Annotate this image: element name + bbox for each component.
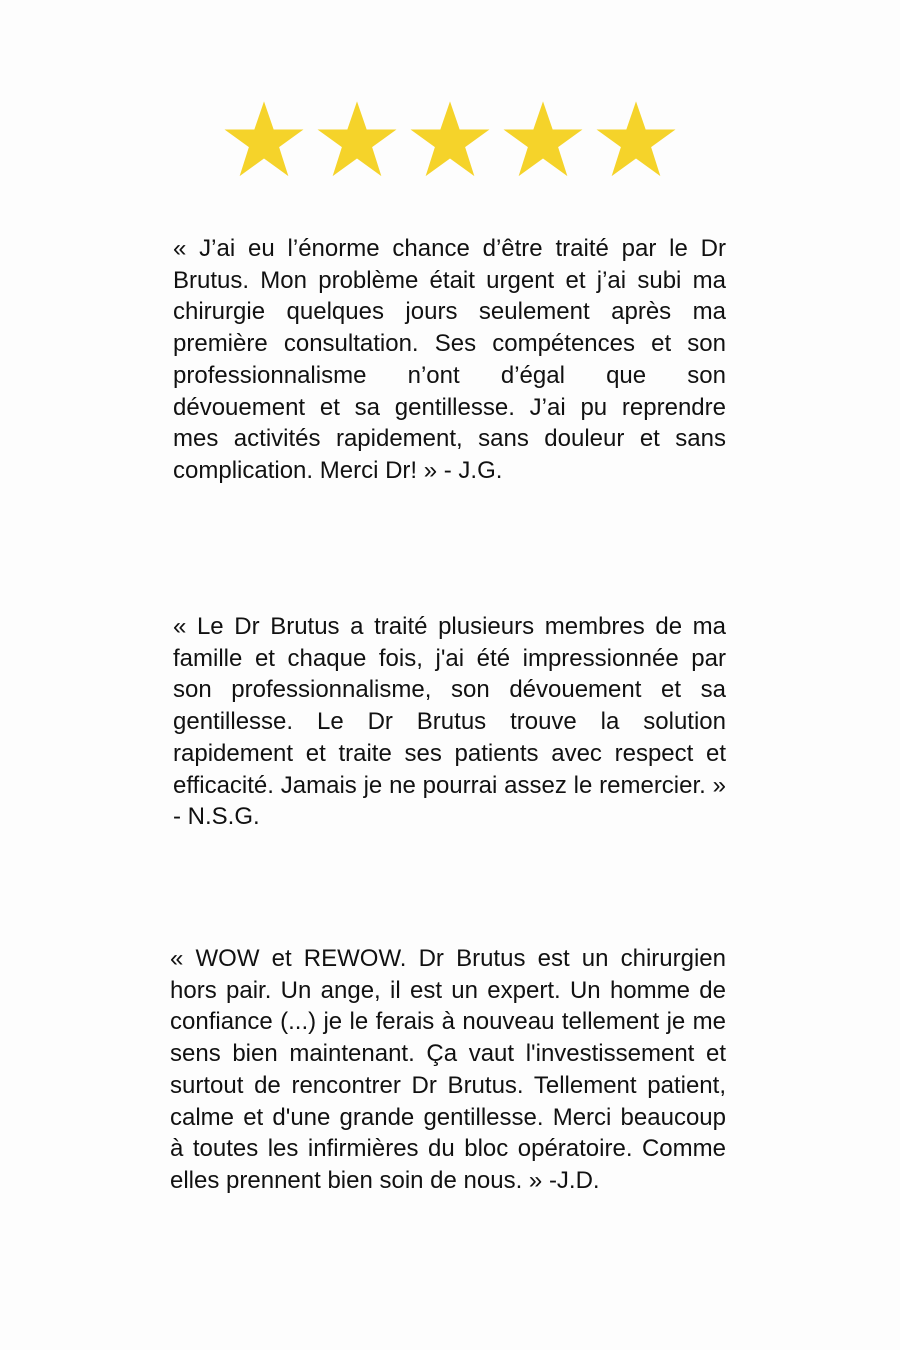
testimonial-text: « WOW et REWOW. Dr Brutus est un chirurgien hors pair. Un ange, il est un expert. Un homme de confiance (...) je le ferais à nouveau tellement je me sens bien maintenant. Ça vaut l'investissement et surtout de rencontrer Dr Brutus. Tellement patient, calme et d'une grande gentillesse. Merci beaucoup à toutes les infirmières du bloc opératoire. Comme elles prennent bien soin de nous. » -J.D. — [170, 945, 726, 1194]
star-icon — [222, 98, 306, 182]
star-icon — [315, 98, 399, 182]
star-icon — [594, 98, 678, 182]
star-icon — [501, 98, 585, 182]
testimonial-text: « Le Dr Brutus a traité plusieurs membres de ma famille et chaque fois, j'ai été impressionnée par son professionnalisme, son dévouement et sa gentillesse. Le Dr Brutus trouve la solution rapidement et traite ses patients avec respect et efficacité. Jamais je ne pourrai assez le remercier. » - N.S.G. — [173, 613, 726, 831]
star-icon — [408, 98, 492, 182]
star-rating — [222, 98, 678, 182]
testimonial-text: « J’ai eu l’énorme chance d’être traité par le Dr Brutus. Mon problème était urgent et j’ai subi ma chirurgie quelques jours seulement après ma première consultation. Ses compétences et son professionnalisme n’ont d’égal que son dévouement et sa gentillesse. J’ai pu reprendre mes activités rapidement, sans douleur et sans complication. Merci Dr! » - J.G. — [173, 235, 726, 484]
